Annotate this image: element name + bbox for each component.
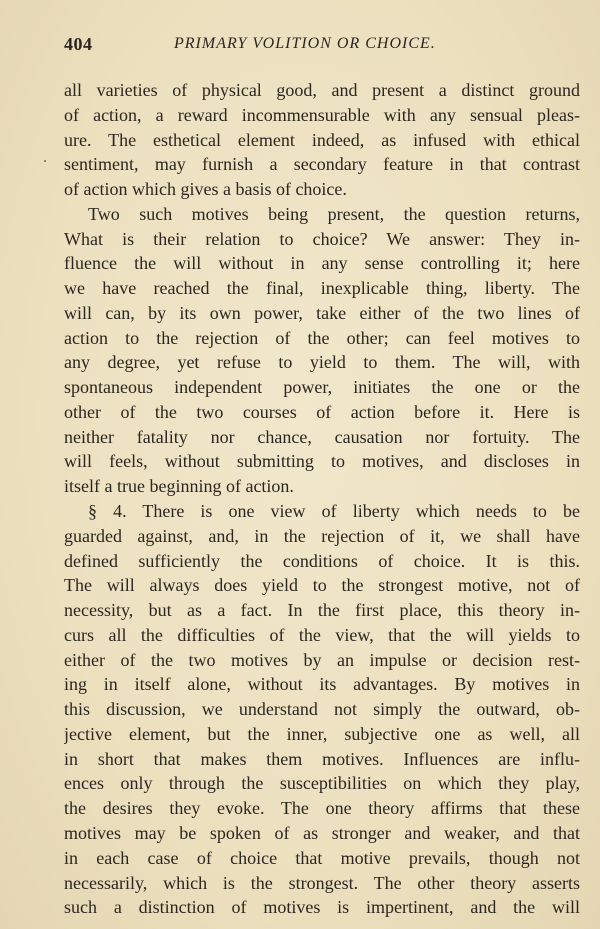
text-line: will can, by its own power, take either of the two lines of bbox=[64, 302, 580, 323]
text-line: curs all the difficulties of the view, that the will yields to bbox=[64, 624, 580, 645]
text-line: neither fatality nor chance, causation nor fortuity. The bbox=[64, 426, 580, 447]
text-line: necessarily, which is the strongest. The other theory asserts bbox=[64, 872, 580, 893]
text-line: such a distinction of motives is impertinent, and the will bbox=[64, 897, 580, 918]
text-line: all varieties of physical good, and present a distinct ground bbox=[64, 80, 580, 100]
text-line: defined sufficiently the conditions of choice. It is this. bbox=[64, 550, 580, 571]
text-line: spontaneous independent power, initiates the one or the bbox=[64, 377, 580, 398]
text-line: What is their relation to choice? We answer: They in- bbox=[64, 228, 580, 249]
text-line: in short that makes them motives. Influences are influ- bbox=[64, 748, 580, 769]
running-title: PRIMARY VOLITION OR CHOICE. bbox=[174, 35, 436, 52]
text-line: will feels, without submitting to motives, and discloses in bbox=[64, 451, 580, 472]
running-header bbox=[64, 34, 580, 58]
text-line: Two such motives being present, the question returns, bbox=[88, 203, 580, 224]
text-line: the desires they evoke. The one theory affirms that these bbox=[64, 798, 580, 819]
text-line: guarded against, and, in the rejection of it, we shall have bbox=[64, 525, 580, 546]
text-line: of action, a reward incommensurable with any sensual pleas- bbox=[64, 104, 580, 125]
scan-speck bbox=[44, 160, 46, 162]
body-text bbox=[64, 78, 580, 920]
page-number: 404 bbox=[64, 34, 93, 54]
text-line: jective element, but the inner, subjective one as well, all bbox=[64, 723, 580, 744]
text-line: The will always does yield to the strongest motive, not of bbox=[64, 575, 580, 596]
text-line: ure. The esthetical element indeed, as infused with ethical bbox=[64, 129, 580, 150]
text-line: of action which gives a basis of choice. bbox=[64, 179, 347, 200]
text-line: itself a true beginning of action. bbox=[64, 476, 294, 497]
text-line: motives may be spoken of as stronger and weaker, and that bbox=[64, 822, 580, 843]
text-line: § 4. There is one view of liberty which needs to be bbox=[88, 501, 580, 522]
text-line: ences only through the susceptibilities on which they play, bbox=[64, 773, 580, 794]
text-line: in each case of choice that motive prevails, though not bbox=[64, 847, 580, 868]
text-line: any degree, yet refuse to yield to them. The will, with bbox=[64, 352, 580, 373]
text-line: fluence the will without in any sense controlling it; here bbox=[64, 253, 580, 274]
text-line: sentiment, may furnish a secondary feature in that contrast bbox=[64, 154, 580, 175]
text-line: this discussion, we understand not simply the outward, ob- bbox=[64, 699, 580, 720]
text-line: other of the two courses of action before it. Here is bbox=[64, 401, 580, 422]
text-line: either of the two motives by an impulse or decision rest- bbox=[64, 649, 580, 670]
text-line: ing in itself alone, without its advantages. By motives in bbox=[64, 674, 580, 695]
text-line: we have reached the final, inexplicable thing, liberty. The bbox=[64, 278, 580, 299]
text-line: action to the rejection of the other; can feel motives to bbox=[64, 327, 580, 348]
text-line: necessity, but as a fact. In the first place, this theory in- bbox=[64, 600, 580, 621]
